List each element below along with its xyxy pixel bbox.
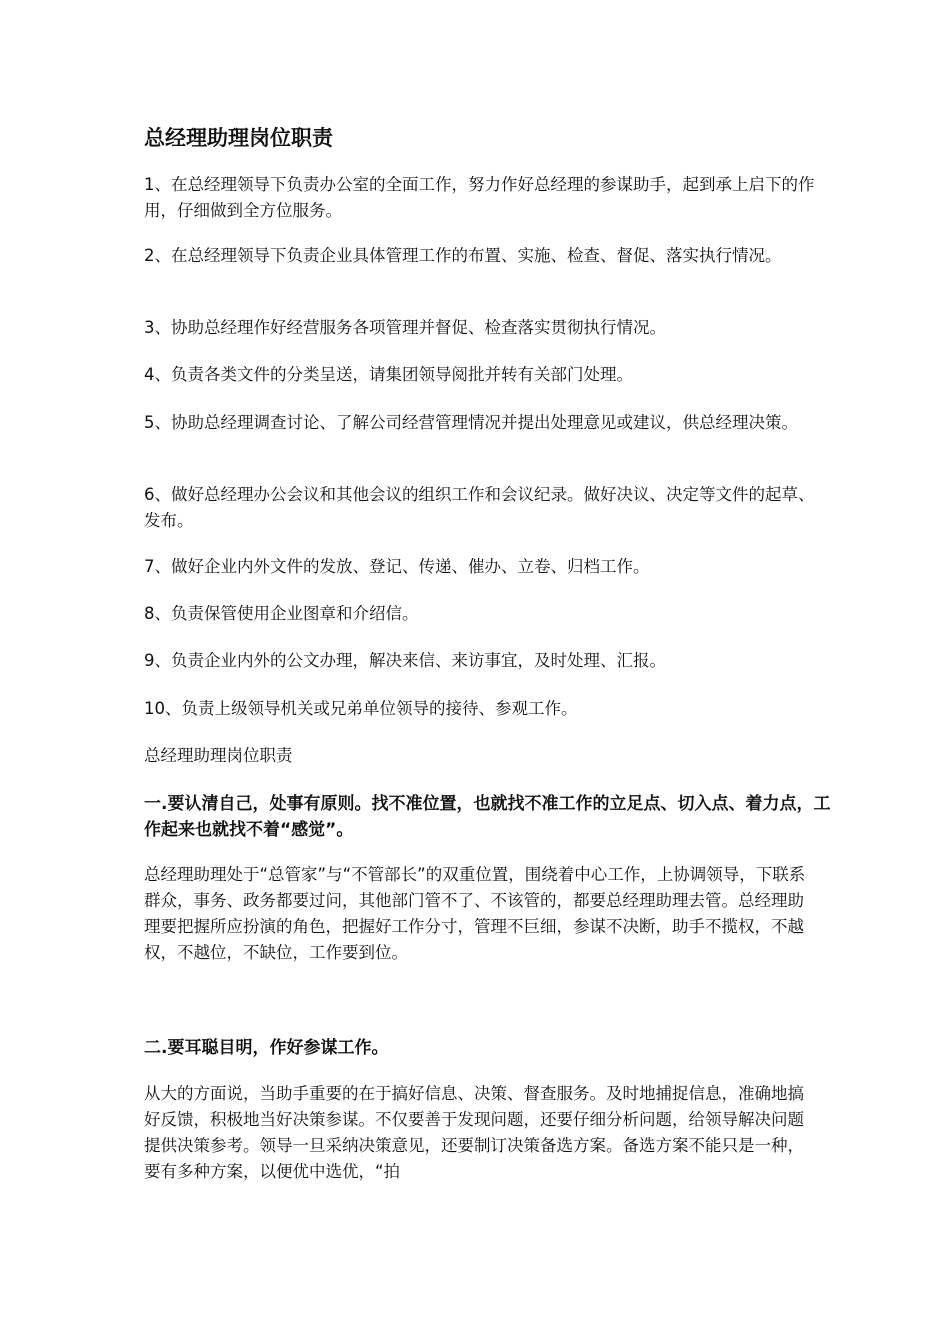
- duty-item-6: 6、做好总经理办公会议和其他会议的组织工作和会议纪录。做好决议、决定等文件的起草、发布。: [144, 485, 815, 530]
- duty-item-1: 1、在总经理领导下负责办公室的全面工作，努力作好总经理的参谋助手，起到承上启下的作用，仔细做到全方位服务。: [144, 175, 815, 220]
- document-title: 总经理助理岗位职责: [144, 126, 333, 150]
- duty-item-9: 9、负责企业内外的公文办理，解决来信、来访事宜，及时处理、汇报。: [144, 651, 666, 670]
- duty-item-3: 3、协助总经理作好经营服务各项管理并督促、检查落实贯彻执行情况。: [144, 318, 666, 337]
- section-2-body: 从大的方面说，当助手重要的在于搞好信息、决策、督查服务。及时地捕捉信息，准确地搞好反馈，积极地当好决策参谋。不仅要善于发现问题，还要仔细分析问题，给领导解决问题提供决策参考。领导一旦采纳决策意见，还要制订决策备选方案。备选方案不能只是一种，要有多种方案，以便优中选优，“拍: [144, 1084, 804, 1181]
- duty-item-10: 10、负责上级领导机关或兄弟单位领导的接待、参观工作。: [144, 699, 578, 718]
- duty-item-8: 8、负责保管使用企业图章和介绍信。: [144, 604, 419, 623]
- section-1-body: 总经理助理处于“总管家”与“不管部长”的双重位置，围绕着中心工作，上协调领导，下联系群众，事务、政务都要过问，其他部门管不了、不该管的，都要总经理助理去管。总经理助理要把握所应扮演的角色，把握好工作分寸，管理不巨细，参谋不决断，助手不揽权，不越权，不越位，不缺位，工作要到位。: [144, 865, 806, 962]
- duty-item-4: 4、负责各类文件的分类呈送，请集团领导阅批并转有关部门处理。: [144, 365, 633, 384]
- duty-item-2: 2、在总经理领导下负责企业具体管理工作的布置、实施、检查、督促、落实执行情况。: [144, 246, 782, 265]
- duty-item-5: 5、协助总经理调查讨论、了解公司经营管理情况并提出处理意见或建议，供总经理决策。: [144, 413, 798, 432]
- duty-item-7: 7、做好企业内外文件的发放、登记、传递、催办、立卷、归档工作。: [144, 557, 650, 576]
- section-2-heading: 二.要耳聪目明，作好参谋工作。: [144, 1038, 389, 1058]
- section-1-heading: 一.要认清自己，处事有原则。找不准位置，也就找不准工作的立足点、切入点、着力点，工作起来也就找不着“感觉”。: [144, 794, 831, 840]
- document-subtitle: 总经理助理岗位职责: [144, 746, 293, 765]
